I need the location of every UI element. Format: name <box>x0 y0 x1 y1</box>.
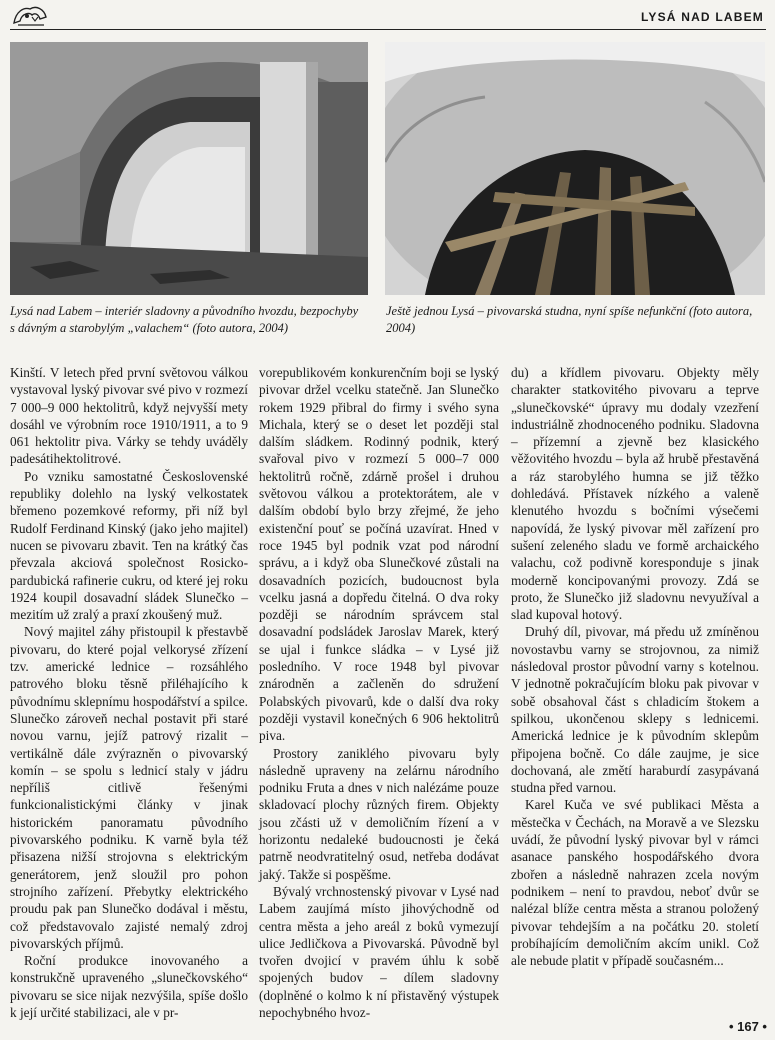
page-header <box>10 0 770 30</box>
paragraph: Kinští. V letech před první světovou válkou vystavoval lyský pivovar své pivo v rozmezí 7 000–9 000 hektolitrů, když nejvyšší mety dosáhl ve výrobním roce 1910/1911, a to 9 061 hektolitr piva. Várky se tehdy uváděly padesátihektolitrové. <box>10 365 248 467</box>
header-rule <box>10 29 766 30</box>
text-column-1 <box>10 364 248 1021</box>
photo-caption-2: Ještě jednou Lysá – pivovarská studna, nyní spíše nefunkční (foto autora, 2004) <box>386 304 753 335</box>
paragraph: Bývalý vrchnostenský pivovar v Lysé nad Labem zaujímá místo jihovýchodně od centra města a jeho areál z boků vymezují ulice Jedličkova a Pivovarská. Původně byl tvořen dvojicí v pravém úhlu k sobě spojených budov – dílem sladovny (doplněné o kolmo k ní přistavěný výstupek nepochybného hvoz- <box>259 883 499 1020</box>
paragraph: Nový majitel záhy přistoupil k přestavbě pivovaru, do které pojal velkorysé zřízení tzv. americké lednice – rozsáhlého patrového bloku těsně přiléhajícího k původnímu sklepnímu hospodářství a spilce. Slunečko zároveň nechal postavit při staré novou varnu, jejíž patrový rizalit – vertikálně dále zvýrazněn o pivovarský komín – se spolu s lednicí staly v jádru nepříliš citlivě řešenými funkcionalistickými články v jinak historickém panoramatu původního pivovarského podniku. K varně byla též přisazena nižší strojovna s elektrickým generátorem, jenž sloužil pro pohon strojního zařízení. Přebytky elektrického proudu pak pan Slunečko dodával i městu, což představovalo zajisté nemalý zdroj pivovarských příjmů. <box>10 624 248 951</box>
paragraph: Druhý díl, pivovar, má předu už zmíněnou novostavbu varny se strojovnou, za nimiž následoval prostor původní varny s kotelnou. V jednotně pokračujícím bloku pak pivovar v sobě obsahoval část s chladicím štokem a spilkou, ukončenou sklepy s lednicemi. Americká lednice je k původním sklepům připojena bočně. Co dále zaujme, je sice dochovaná, ale změtí haraburdí zasypávaná studna před varnou. <box>511 624 759 796</box>
text-column-2 <box>259 364 499 1021</box>
paragraph: Prostory zaniklého pivovaru byly následně upraveny na zelárnu národního podniku Fruta a dnes v nich nalézáme pouze skladovací plochy různých firem. Objekty jsou zčásti už v demoličním řízení a v horizontu nedaleké budoucnosti je čeká patrně neodvratitelný osud, netřeba dodávat jaký. Takže si pospěšme. <box>259 745 499 882</box>
paragraph: du) a křídlem pivovaru. Objekty měly charakter statkovitého pivovaru a teprve „slunečkovské“ úpravy mu dodaly vzezření industriálně zhodnoceného podniku. Sladovna – přízemní a zjevně bez klasického věžovitého hvozdu – byla až hrubě přestavěná a ráz starobylého humna se již těžko dohledává. Přístavek nízkého a valeně klenutého hvozdu s bočními výsečemi napovídá, že lyský pivovar měl zařízení pro sušení zeleného sladu ve formě archaického valachu, což podivně koresponduje s jinak moderně koncipovanými provozy. Zdá se proto, že Slunečko již sladovnu nevyužíval a slad kupoval hotový. <box>511 365 759 623</box>
text-column-3 <box>511 364 759 969</box>
paragraph: Roční produkce inovovaného a konstrukčně upraveného „slunečkovského“ pivovaru se sice nijak nezvýšila, spíše došlo k její určité stabilizaci, ale v pr- <box>10 953 248 1020</box>
photo-malthouse-interior <box>10 42 368 295</box>
running-head: LYSÁ NAD LABEM <box>640 10 764 24</box>
paragraph: vorepublikovém konkurenčním boji se lyský pivovar držel vcelku statečně. Jan Slunečko rokem 1929 přibral do firmy i svého syna Michala, který se o deset let později stal dalším sládkem. Rodinný podnik, který svařoval pivo v rozmezí 5 000–7 000 hektolitrů ročně, zdárně prošel i druhou světovou válkou a protektorátem, ale v dalším období bylo brzy zřejmé, že jeho existenční pouť se počíná uzavírat. Hned v roce 1945 byl podnik vzat pod národní správu, a i když oba Slunečkové zůstali na dosavadních pozicích, budoucnost byla vcelku jasná a dopředu čitelná. O dva roky později se národním správcem stal dosavadní podsládek Jaroslav Marek, který se ujal i funkce sládka – v Lysé již posledního. V roce 1948 byl pivovar znárodněn a začleněn do sdružení Polabských pivovarů, kde o další dva roky později vystavil konečných 6 906 hektolitrů piva. <box>259 365 499 744</box>
paragraph: Karel Kuča ve své publikaci Města a městečka v Čechách, na Moravě a ve Slezsku uvádí, že původní lyský pivovar byl v rámci asanace panského hospodářského dvora zbořen a následně nahrazen zcela novým podnikem – není to pravdou, neboť dvůr se nalézal blíže centra města a stranou položený pivovar tehdejším a na počátku 20. století probíhajícím demoličním akcím unikl. Což ale nebude platit v případě současném... <box>511 797 759 969</box>
photo-brewery-well <box>385 42 765 295</box>
paragraph: Po vzniku samostatné Československé republiky dolehlo na lyský velkostatek břemeno pozemkové reformy, při níž byl Rudolf Ferdinand Kinský (jako jeho majitel) nucen se pivovaru zbavit. Ten na krátký čas převzala akciová společnost Rosicko-pardubická rafinerie cukru, od které jej roku 1924 koupil dosavadní sládek Slunečko – mezitím už zralý a praxí zkoušený muž. <box>10 468 248 623</box>
page-number: • 167 • <box>728 1019 767 1034</box>
photo-caption-1: Lysá nad Labem – interiér sladovny a původního hvozdu, bezpochyby s dávným a starobylým „valachem“ (foto autora, 2004) <box>10 304 359 335</box>
publisher-logo-icon <box>10 3 50 27</box>
